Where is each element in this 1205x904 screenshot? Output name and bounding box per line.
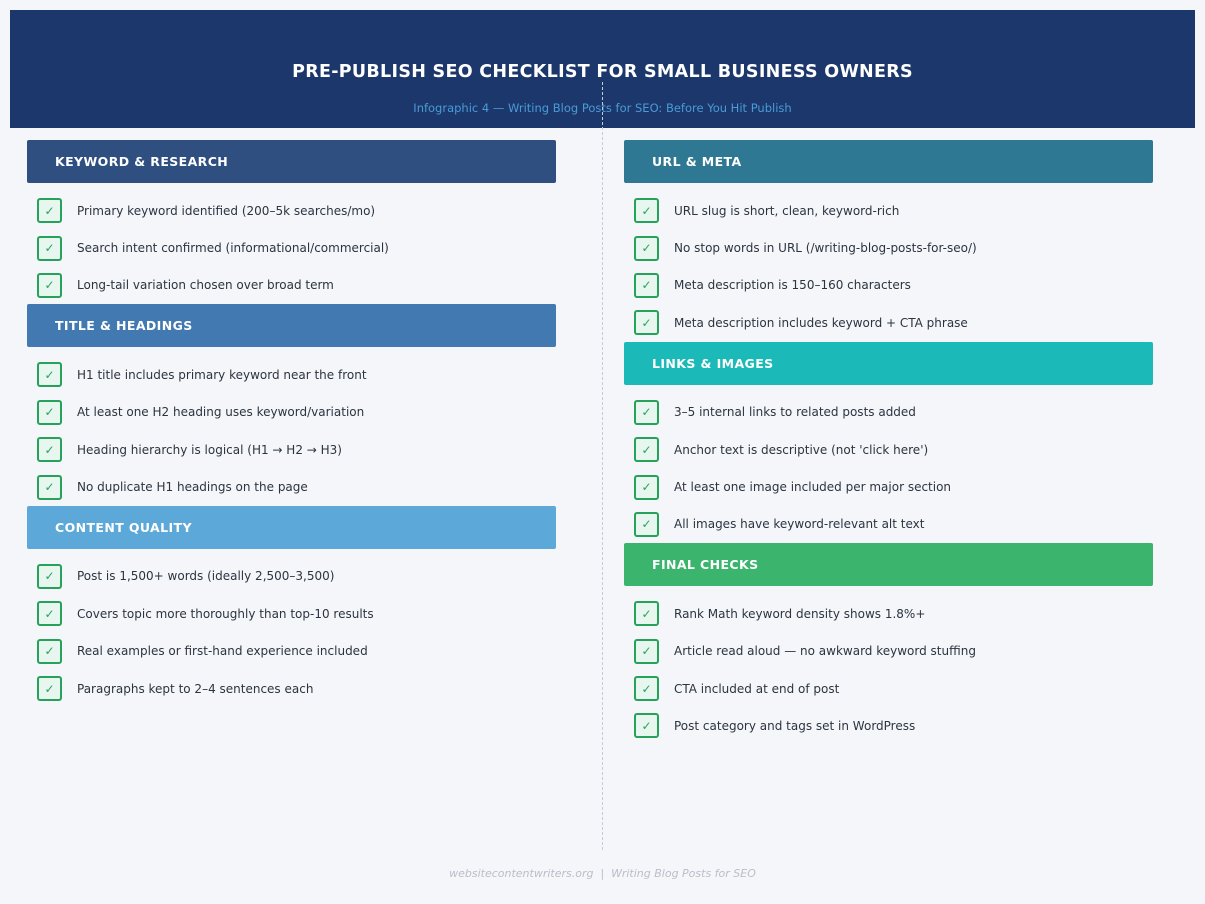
checklist-items [624, 385, 1153, 544]
checklist-item [624, 633, 1153, 670]
checklist-item-text: URL slug is short, clean, keyword-rich [674, 203, 900, 218]
section-header: URL & META [624, 140, 1153, 183]
checkbox-checked-icon: ✓ [634, 601, 659, 626]
checklist-item-text: At least one image included per major section [674, 480, 952, 495]
checklist-item-text: Covers topic more thoroughly than top-10 results [77, 606, 374, 621]
checklist-item [27, 229, 556, 266]
checklist-item-text: H1 title includes primary keyword near the front [77, 367, 367, 382]
checkbox-checked-icon: ✓ [634, 198, 659, 223]
checklist-item [27, 267, 556, 304]
checklist-item-text: Meta description includes keyword + CTA phrase [674, 315, 968, 330]
checklist-item [624, 229, 1153, 266]
checklist-items [27, 347, 556, 506]
footer-credit: websitecontentwriters.org | Writing Blog Posts for SEO [449, 867, 756, 880]
checklist-item-text: Long-tail variation chosen over broad term [77, 278, 334, 293]
checklist-item [27, 558, 556, 595]
checkbox-checked-icon: ✓ [37, 273, 62, 298]
checklist-item-text: Post is 1,500+ words (ideally 2,500–3,500) [77, 569, 335, 584]
checklist-item [624, 431, 1153, 468]
section-header: TITLE & HEADINGS [27, 304, 556, 347]
checkbox-checked-icon: ✓ [37, 475, 62, 500]
checklist-item [624, 506, 1153, 543]
checklist-item-text: Rank Math keyword density shows 1.8%+ [674, 606, 926, 621]
checklist-item [624, 670, 1153, 707]
checkbox-checked-icon: ✓ [37, 198, 62, 223]
checklist-item-text: No stop words in URL (/writing-blog-posts-for-seo/) [674, 241, 977, 256]
section-final-checks [624, 543, 1153, 745]
checklist-item [27, 192, 556, 229]
checklist-item-text: Real examples or first-hand experience included [77, 644, 368, 659]
checkbox-checked-icon: ✓ [634, 713, 659, 738]
section-keyword-research [27, 140, 556, 304]
checkbox-checked-icon: ✓ [37, 362, 62, 387]
checklist-item-text: Post category and tags set in WordPress [674, 718, 916, 733]
page-subtitle: Infographic 4 — Writing Blog Posts for SEO: Before You Hit Publish [413, 101, 792, 115]
column-divider [602, 82, 603, 850]
section-header: CONTENT QUALITY [27, 506, 556, 549]
checklist-item-text: All images have keyword-relevant alt text [674, 517, 925, 532]
checklist-items [624, 183, 1153, 342]
right-column [624, 140, 1153, 745]
checklist-item [27, 356, 556, 393]
checkbox-checked-icon: ✓ [37, 236, 62, 261]
checklist-items [624, 586, 1153, 745]
checklist-item [27, 595, 556, 632]
checkbox-checked-icon: ✓ [634, 512, 659, 537]
checkbox-checked-icon: ✓ [37, 564, 62, 589]
section-header: LINKS & IMAGES [624, 342, 1153, 385]
checkbox-checked-icon: ✓ [37, 601, 62, 626]
checklist-item-text: Search intent confirmed (informational/commercial) [77, 241, 389, 256]
checklist-item [624, 192, 1153, 229]
checklist-item [27, 670, 556, 707]
checklist-item-text: Heading hierarchy is logical (H1 → H2 → H3) [77, 442, 342, 457]
checkbox-checked-icon: ✓ [634, 475, 659, 500]
checklist-items [27, 549, 556, 708]
checklist-item [624, 394, 1153, 431]
checkbox-checked-icon: ✓ [634, 310, 659, 335]
checklist-item [27, 394, 556, 431]
checkbox-checked-icon: ✓ [37, 437, 62, 462]
section-header: FINAL CHECKS [624, 543, 1153, 586]
checklist-item-text: Anchor text is descriptive (not 'click here') [674, 442, 929, 457]
checkbox-checked-icon: ✓ [634, 236, 659, 261]
checkbox-checked-icon: ✓ [634, 639, 659, 664]
left-column [27, 140, 556, 707]
checkbox-checked-icon: ✓ [634, 273, 659, 298]
section-url-meta [624, 140, 1153, 342]
checklist-item [624, 468, 1153, 505]
checkbox-checked-icon: ✓ [37, 639, 62, 664]
checklist-item-text: CTA included at end of post [674, 681, 840, 696]
checkbox-checked-icon: ✓ [634, 400, 659, 425]
checklist-item-text: At least one H2 heading uses keyword/variation [77, 405, 365, 420]
checklist-item-text: Article read aloud — no awkward keyword stuffing [674, 644, 976, 659]
page-title: PRE-PUBLISH SEO CHECKLIST FOR SMALL BUSINESS OWNERS [292, 62, 913, 82]
checklist-item-text: Paragraphs kept to 2–4 sentences each [77, 681, 314, 696]
checklist-item [27, 633, 556, 670]
checklist-items [27, 183, 556, 304]
checklist-item [27, 431, 556, 468]
checklist-item [624, 304, 1153, 341]
checklist-item [27, 468, 556, 505]
section-title-headings [27, 304, 556, 506]
checklist-item [624, 267, 1153, 304]
checklist-item-text: 3–5 internal links to related posts added [674, 405, 916, 420]
checkbox-checked-icon: ✓ [634, 676, 659, 701]
checklist-item [624, 595, 1153, 632]
checklist-item [624, 707, 1153, 744]
checklist-item-text: No duplicate H1 headings on the page [77, 480, 308, 495]
checkbox-checked-icon: ✓ [37, 400, 62, 425]
checklist-item-text: Primary keyword identified (200–5k searches/mo) [77, 203, 376, 218]
checklist-item-text: Meta description is 150–160 characters [674, 278, 911, 293]
section-header: KEYWORD & RESEARCH [27, 140, 556, 183]
checkbox-checked-icon: ✓ [634, 437, 659, 462]
section-content-quality [27, 506, 556, 708]
checkbox-checked-icon: ✓ [37, 676, 62, 701]
section-links-images [624, 342, 1153, 544]
